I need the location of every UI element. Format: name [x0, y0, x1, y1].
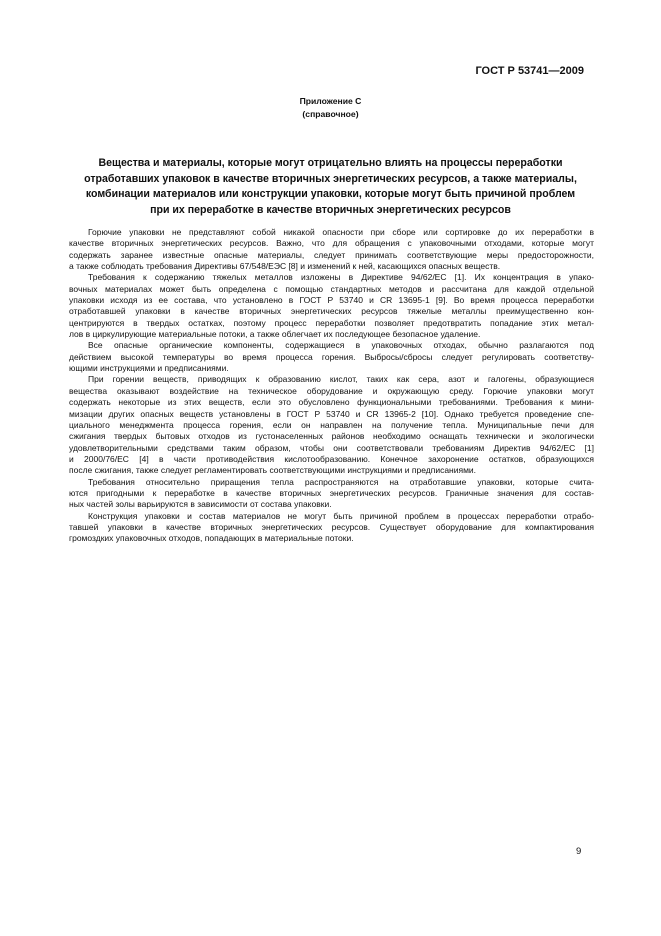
- text-line: мизации других опасных веществ установлены в ГОСТ Р 53740 и CR 13965-2 [10]. Однако требуется проведение спе-: [69, 408, 594, 419]
- text-line: центрируются в твердых остатках, поэтому процесс переработки позволяет предотвратить попадание этих метал-: [69, 317, 594, 328]
- text-line: действием высокой температуры во время процесса горения. Выбросы/сбросы следует регулировать соответству-: [69, 351, 594, 362]
- text-line: качестве вторичных энергетических ресурсов. Важно, что для обращения с упаковочными отходами, которые могут: [69, 238, 594, 249]
- text-line: отработавшей упаковки в качестве вторичных энергетических ресурсов тяжелые металлы преимущественно кон-: [69, 306, 594, 317]
- text-line: ются пригодными к переработке в качестве вторичных энергетических ресурсов. Граничные значения для состав-: [69, 487, 594, 498]
- text-line: Все опасные органические компоненты, содержащиеся в упаковочных отходах, обычно разлагаются под: [88, 340, 594, 351]
- title-line: отработавших упаковок в качестве вторичных энергетических ресурсов, а также материалы,: [84, 172, 577, 185]
- text-line: вещества оказывают воздействие на техническое оборудование и окружающую среду. Горючие упаковки могут: [69, 385, 594, 396]
- title-line: при их переработке в качестве вторичных энергетических ресурсов: [150, 204, 511, 217]
- text-line: Требования к содержанию тяжелых металлов изложены в Директиве 94/62/ЕС [1]. Их концентрация в упако-: [88, 272, 594, 283]
- text-line: содержать некоторые из этих веществ, если это обусловлено функциональными требованиями. Требования к мини-: [69, 397, 594, 408]
- appendix-type: (справочное): [302, 109, 359, 119]
- title-line: комбинации материалов или конструкции упаковки, которые могут быть причиной проблем: [85, 188, 576, 201]
- text-line: тавшей упаковки в качестве вторичных энергетических ресурсов. Существует оборудование для компактирования: [69, 521, 594, 532]
- text-line: Требования относительно приращения тепла распространяются на отработавшие упаковки, которые счита-: [88, 476, 594, 487]
- appendix-label: Приложение С: [299, 96, 362, 106]
- text-line: сжигания твердых бытовых отходов из густонаселенных районов необходимо оснащать технически и экологически: [69, 431, 594, 442]
- text-line: Конструкция упаковки и состав материалов не могут быть причиной проблем в процессах переработки отрабо-: [88, 510, 594, 521]
- text-line: вочных материалах может быть определена с помощью стандартных методов и рассчитана для каждой отдельной: [69, 283, 594, 294]
- text-line: содержать заранее известные опасные материалы, следует принимать соответствующие меры предосторожности,: [69, 249, 594, 260]
- section-title: [60, 156, 601, 219]
- text-line: после сжигания, также следует регламентировать соответствующими инструкциями и предписаниями.: [69, 465, 477, 476]
- title-line: Вещества и материалы, которые могут отрицательно влиять на процессы переработки: [98, 157, 563, 169]
- paragraph: [69, 374, 594, 476]
- text-line: ных частей золы варьируются в зависимости от состава упаковки.: [69, 499, 332, 510]
- text-line: лов в циркулирующие материальные потоки, а также облегчает их последующее безопасное удаление.: [69, 329, 481, 340]
- document-id: ГОСТ Р 53741—2009: [475, 65, 584, 77]
- paragraph: [69, 477, 594, 511]
- text-line: громоздких упаковочных отходов, попадающих в материальные потоки.: [69, 533, 354, 544]
- text-line: удовлетворительными средствами таким образом, чтобы они соответствовали требованиям Директив 94/62/ЕС [1]: [69, 442, 594, 453]
- body-text: [69, 227, 594, 545]
- text-line: При горении веществ, приводящих к образованию кислот, таких как сера, азот и галогены, образующиеся: [88, 374, 594, 385]
- text-line: упаковки исходя из ее состава, что установлено в ГОСТ Р 53740 и CR 13695-1 [9]. Во время процесса переработки: [69, 295, 594, 306]
- text-line: Горючие упаковки не представляют собой никакой опасности при сборе или сортировке до их переработки в: [88, 227, 594, 237]
- paragraph: [69, 511, 594, 545]
- paragraph: [69, 340, 594, 374]
- text-line: ющими инструкциями и предписаниями.: [69, 363, 229, 374]
- paragraph: [69, 227, 594, 272]
- page-number: 9: [576, 846, 582, 857]
- text-line: и 2000/76/ЕС [4] в части противодействия кислотообразованию. Конечное захоронение остатков, образующихся: [69, 453, 594, 464]
- paragraph: [69, 272, 594, 340]
- text-line: циального менеджмента процесса горения, если он направлен на получение тепла. Муниципальные печи для: [69, 419, 594, 430]
- text-line: а также соблюдать требования Директивы 67/548/ЕЭС [8] и изменений к ней, касающихся опасных веществ.: [69, 261, 501, 272]
